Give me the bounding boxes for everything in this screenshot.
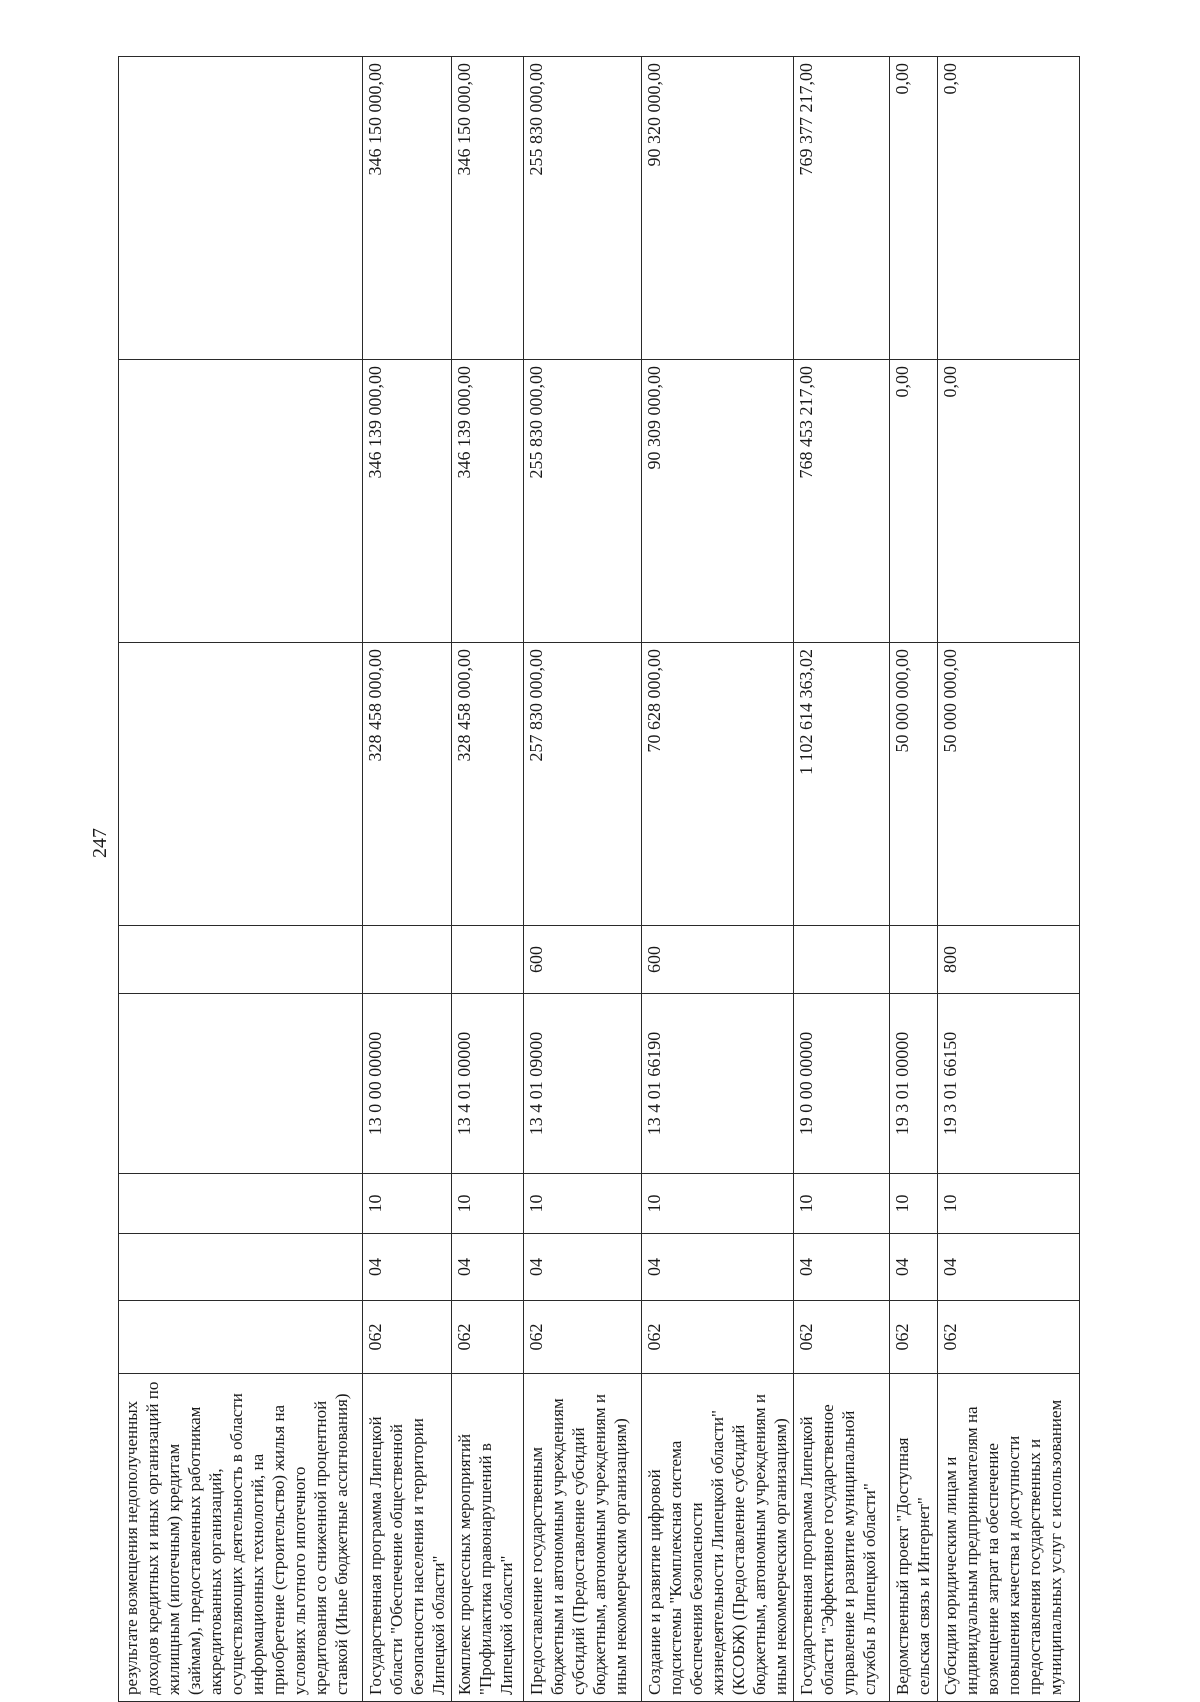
page-number: 247 — [89, 828, 111, 858]
pr-code: 10 — [524, 1174, 642, 1234]
amount-year-3: 346 150 000,00 — [363, 57, 452, 360]
table-row — [119, 57, 363, 1702]
vr-code — [452, 926, 524, 994]
gr-code: 062 — [890, 1301, 938, 1374]
vr-code — [794, 926, 890, 994]
amount-year-1 — [119, 643, 363, 926]
table-row — [642, 57, 794, 1702]
row-name: Ведомственный проект "Доступная сельская связь и Интернет" — [890, 1374, 938, 1702]
amount-year-2: 90 309 000,00 — [642, 360, 794, 643]
pr-code: 10 — [452, 1174, 524, 1234]
gr-code: 062 — [452, 1301, 524, 1374]
gr-code: 062 — [524, 1301, 642, 1374]
vr-code: 600 — [524, 926, 642, 994]
table-row — [794, 57, 890, 1702]
budget-table-container — [118, 57, 1065, 1702]
row-name: Комплекс процессных мероприятий "Профилактика правонарушений в Липецкой области" — [452, 1374, 524, 1702]
amount-year-2: 0,00 — [890, 360, 938, 643]
rz-code: 04 — [524, 1234, 642, 1301]
amount-year-2: 255 830 000,00 — [524, 360, 642, 643]
gr-code: 062 — [642, 1301, 794, 1374]
rz-code: 04 — [890, 1234, 938, 1301]
row-name: результате возмещения недополученных доходов кредитных и иных организаций по жилищным (ипотечным) кредитам (займам), предоставленных работникам аккредитованных организаций, осуществляющих деятельность в области информационных технологий, на приобретение (строительство) жилья на условиях льготного ипотечного кредитования со сниженной процентной ставкой (Иные бюджетные ассигнования) — [119, 1374, 363, 1702]
table-row — [524, 57, 642, 1702]
amount-year-1: 1 102 614 363,02 — [794, 643, 890, 926]
amount-year-1: 328 458 000,00 — [363, 643, 452, 926]
amount-year-2: 346 139 000,00 — [363, 360, 452, 643]
vr-code: 600 — [642, 926, 794, 994]
row-name: Предоставление государственным бюджетным и автономным учреждениям субсидий (Предоставление субсидий бюджетным, автономным учреждениям и иным некоммерческим организациям) — [524, 1374, 642, 1702]
row-name: Государственная программа Липецкой области "Обеспечение общественной безопасности населения и территории Липецкой области" — [363, 1374, 452, 1702]
budget-table — [118, 56, 1080, 1702]
csr-code: 13 4 01 66190 — [642, 994, 794, 1174]
csr-code: 13 0 00 00000 — [363, 994, 452, 1174]
gr-code: 062 — [794, 1301, 890, 1374]
rz-code — [119, 1234, 363, 1301]
vr-code — [363, 926, 452, 994]
rz-code: 04 — [452, 1234, 524, 1301]
gr-code — [119, 1301, 363, 1374]
amount-year-1: 257 830 000,00 — [524, 643, 642, 926]
row-name: Государственная программа Липецкой области "Эффективное государственное управление и развитие муниципальной службы в Липецкой области" — [794, 1374, 890, 1702]
vr-code — [890, 926, 938, 994]
csr-code: 19 3 01 66150 — [938, 994, 1080, 1174]
pr-code: 10 — [794, 1174, 890, 1234]
amount-year-2: 768 453 217,00 — [794, 360, 890, 643]
amount-year-3: 769 377 217,00 — [794, 57, 890, 360]
pr-code: 10 — [938, 1174, 1080, 1234]
table-row — [363, 57, 452, 1702]
table-row — [452, 57, 524, 1702]
amount-year-3: 90 320 000,00 — [642, 57, 794, 360]
gr-code: 062 — [938, 1301, 1080, 1374]
amount-year-3: 0,00 — [890, 57, 938, 360]
amount-year-1: 70 628 000,00 — [642, 643, 794, 926]
amount-year-1: 328 458 000,00 — [452, 643, 524, 926]
amount-year-2: 0,00 — [938, 360, 1080, 643]
csr-code: 13 4 01 09000 — [524, 994, 642, 1174]
amount-year-3: 255 830 000,00 — [524, 57, 642, 360]
amount-year-3 — [119, 57, 363, 360]
row-name: Субсидии юридическим лицам и индивидуальным предпринимателям на возмещение затрат на обеспечение повышения качества и доступности предоставления государственных и муниципальных услуг с использованием — [938, 1374, 1080, 1702]
csr-code — [119, 994, 363, 1174]
amount-year-3: 0,00 — [938, 57, 1080, 360]
rz-code: 04 — [363, 1234, 452, 1301]
amount-year-2: 346 139 000,00 — [452, 360, 524, 643]
pr-code: 10 — [642, 1174, 794, 1234]
vr-code: 800 — [938, 926, 1080, 994]
amount-year-1: 50 000 000,00 — [890, 643, 938, 926]
rz-code: 04 — [642, 1234, 794, 1301]
amount-year-3: 346 150 000,00 — [452, 57, 524, 360]
amount-year-2 — [119, 360, 363, 643]
rz-code: 04 — [938, 1234, 1080, 1301]
csr-code: 19 0 00 00000 — [794, 994, 890, 1174]
gr-code: 062 — [363, 1301, 452, 1374]
vr-code — [119, 926, 363, 994]
pr-code: 10 — [890, 1174, 938, 1234]
csr-code: 13 4 01 00000 — [452, 994, 524, 1174]
rz-code: 04 — [794, 1234, 890, 1301]
amount-year-1: 50 000 000,00 — [938, 643, 1080, 926]
csr-code: 19 3 01 00000 — [890, 994, 938, 1174]
row-name: Создание и развитие цифровой подсистемы "Комплексная система обеспечения безопасности жизнедеятельности Липецкой области" (КСОБЖ) (Предоставление субсидий бюджетным, автономным учреждениям и иным некоммерческим организациям) — [642, 1374, 794, 1702]
pr-code: 10 — [363, 1174, 452, 1234]
table-row — [890, 57, 938, 1702]
table-row — [938, 57, 1080, 1702]
pr-code — [119, 1174, 363, 1234]
